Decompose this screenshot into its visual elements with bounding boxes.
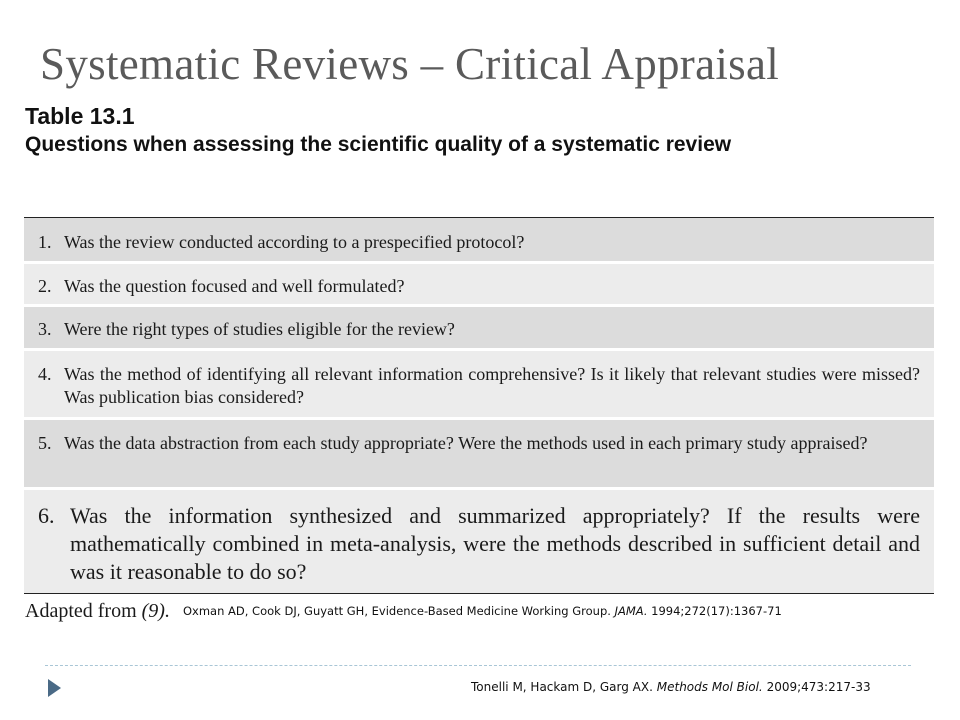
table-row <box>24 351 934 420</box>
table-caption: Questions when assessing the scientific quality of a systematic review <box>25 133 732 156</box>
row-number: 6. <box>38 503 55 528</box>
adapted-journal: JAMA. <box>614 604 648 618</box>
triangle-bullet-icon <box>48 679 61 697</box>
row-number: 5. <box>38 433 52 453</box>
table-label: Table 13.1 <box>25 103 135 129</box>
adapted-citation: 1994;272(17):1367-71 <box>651 604 782 618</box>
footer-reference <box>471 680 871 694</box>
row-question: Was the information synthesized and summarized appropriately? If the results were mathematically combined in meta-analysis, were the methods described in sufficient detail and was it reasonable to do so? <box>70 503 920 584</box>
adapted-ref-number: (9). <box>141 600 170 622</box>
row-question: Was the question focused and well formulated? <box>64 276 405 296</box>
row-question: Was the data abstraction from each study appropriate? Were the methods used in each primary study appraised? <box>64 433 868 453</box>
table-row <box>24 307 934 351</box>
adapted-from-note <box>25 600 782 623</box>
row-number: 1. <box>38 232 52 252</box>
row-number: 3. <box>38 319 52 339</box>
row-question: Was the review conducted according to a prespecified protocol? <box>64 232 525 252</box>
table-row <box>24 420 934 490</box>
footer-authors: Tonelli M, Hackam D, Garg AX. <box>471 680 653 694</box>
row-number: 2. <box>38 276 52 296</box>
questions-table <box>24 217 934 594</box>
row-question: Was the method of identifying all relevant information comprehensive? Is it likely that relevant studies were missed? Was publication bias considered? <box>64 364 920 407</box>
row-question: Were the right types of studies eligible for the review? <box>64 319 455 339</box>
adapted-authors: Oxman AD, Cook DJ, Guyatt GH, Evidence-Based Medicine Working Group. <box>182 604 611 618</box>
table-row <box>24 218 934 264</box>
footer-divider <box>45 665 911 666</box>
footer-journal: Methods Mol Biol. <box>656 680 763 694</box>
row-number: 4. <box>38 364 52 384</box>
slide-title: Systematic Reviews – Critical Appraisal <box>40 39 780 89</box>
adapted-prefix: Adapted from <box>25 600 137 622</box>
adapted-reference <box>183 604 782 618</box>
table-row <box>24 490 934 593</box>
footer-citation: 2009;473:217-33 <box>766 680 871 694</box>
table-row <box>24 264 934 307</box>
